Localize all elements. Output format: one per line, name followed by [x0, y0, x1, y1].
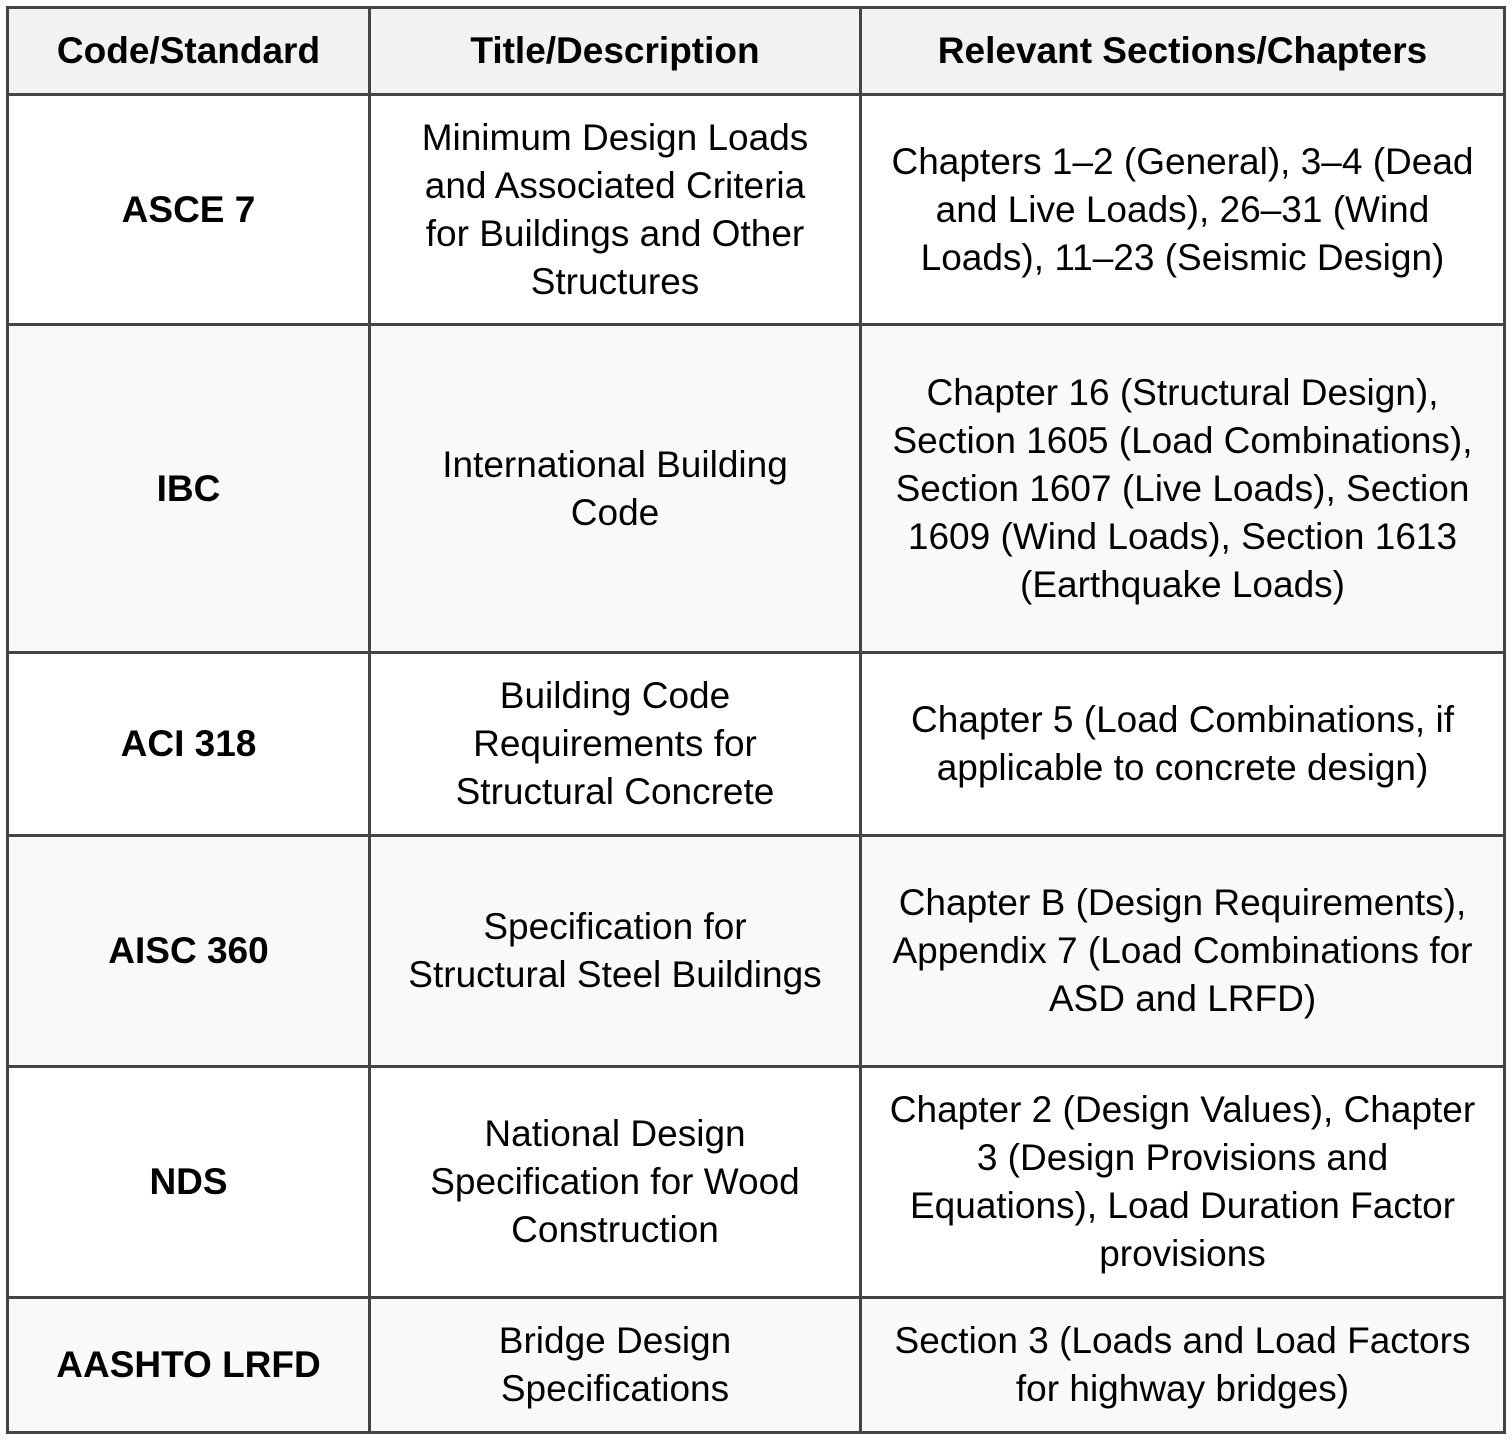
sections-cell: Section 3 (Loads and Load Factors for highway bridges) [861, 1298, 1505, 1433]
sections-cell: Chapter B (Design Requirements), Appendix 7 (Load Combinations for ASD and LRFD) [861, 836, 1505, 1067]
code-cell: IBC [8, 325, 370, 653]
title-cell: National Design Specification for Wood Construction [370, 1067, 861, 1298]
sections-cell: Chapters 1–2 (General), 3–4 (Dead and Live Loads), 26–31 (Wind Loads), 11–23 (Seismic Design) [861, 95, 1505, 325]
sections-cell: Chapter 5 (Load Combinations, if applicable to concrete design) [861, 653, 1505, 836]
table-row [8, 325, 1505, 653]
code-cell: NDS [8, 1067, 370, 1298]
title-cell: Minimum Design Loads and Associated Criteria for Buildings and Other Structures [370, 95, 861, 325]
code-cell: ASCE 7 [8, 95, 370, 325]
code-cell: ACI 318 [8, 653, 370, 836]
building-codes-table [6, 6, 1506, 1434]
title-cell: International Building Code [370, 325, 861, 653]
table-row [8, 1298, 1505, 1433]
header-code-standard: Code/Standard [8, 8, 370, 95]
code-cell: AISC 360 [8, 836, 370, 1067]
table-header [8, 8, 1505, 95]
sections-cell: Chapter 2 (Design Values), Chapter 3 (Design Provisions and Equations), Load Duration Factor provisions [861, 1067, 1505, 1298]
table-row [8, 836, 1505, 1067]
table-row [8, 95, 1505, 325]
title-cell: Building Code Requirements for Structural Concrete [370, 653, 861, 836]
header-row [8, 8, 1505, 95]
table-row [8, 653, 1505, 836]
title-cell: Bridge Design Specifications [370, 1298, 861, 1433]
table-row [8, 1067, 1505, 1298]
title-cell: Specification for Structural Steel Buildings [370, 836, 861, 1067]
codes-table-container [6, 6, 1506, 1434]
table-body [8, 95, 1505, 1433]
header-relevant-sections: Relevant Sections/Chapters [861, 8, 1505, 95]
sections-cell: Chapter 16 (Structural Design), Section 1605 (Load Combinations), Section 1607 (Live Loads), Section 1609 (Wind Loads), Section 1613 (Earthquake Loads) [861, 325, 1505, 653]
code-cell: AASHTO LRFD [8, 1298, 370, 1433]
header-title-description: Title/Description [370, 8, 861, 95]
